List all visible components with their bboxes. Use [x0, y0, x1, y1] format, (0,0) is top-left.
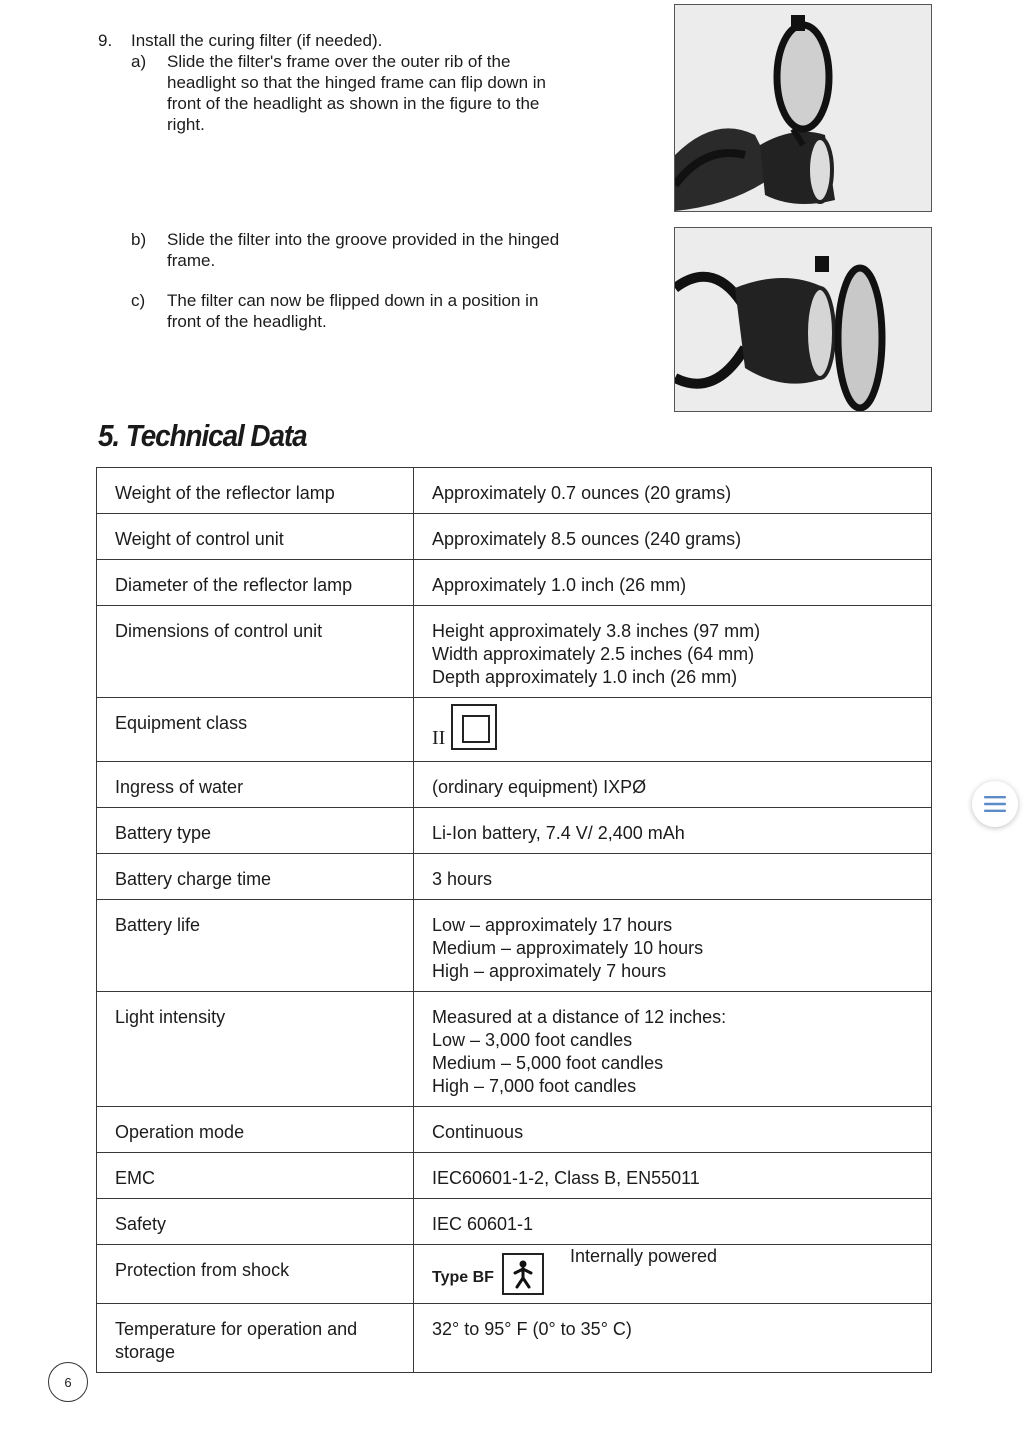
type-bf-label: Type BF [432, 1269, 494, 1286]
menu-lines-icon [984, 795, 1006, 813]
table-row [97, 560, 932, 606]
row-key: Equipment class [97, 698, 414, 762]
step-a [131, 51, 631, 134]
row-key: Ingress of water [97, 762, 414, 808]
step-b [131, 229, 631, 270]
table-row [97, 698, 932, 762]
class-ii-label: II [432, 727, 446, 749]
table-row [97, 1107, 932, 1153]
step-9 [98, 30, 658, 51]
technical-data-table [96, 467, 932, 1373]
table-row [97, 1153, 932, 1199]
row-key: EMC [97, 1153, 414, 1199]
table-row [97, 808, 932, 854]
step-text: Install the curing filter (if needed). [131, 31, 383, 50]
row-key: Diameter of the reflector lamp [97, 560, 414, 606]
floating-menu-button[interactable] [972, 781, 1018, 827]
row-value: Height approximately 3.8 inches (97 mm) Width approximately 2.5 inches (64 mm) Depth approximately 1.0 inch (26 mm) [414, 606, 932, 698]
step-c-text: The filter can now be flipped down in a position in front of the headlight. [167, 291, 539, 331]
section-title: 5. Technical Data [98, 418, 307, 453]
class-ii-double-square-icon [451, 704, 497, 750]
row-value [414, 1245, 932, 1304]
row-key: Safety [97, 1199, 414, 1245]
row-key: Protection from shock [97, 1245, 414, 1304]
step-b-text: Slide the filter into the groove provided in the hinged frame. [167, 230, 560, 270]
row-key: Temperature for operation and storage [97, 1304, 414, 1373]
step-c [131, 290, 631, 331]
row-value: Approximately 0.7 ounces (20 grams) [414, 468, 932, 514]
row-value: (ordinary equipment) IXPØ [414, 762, 932, 808]
table-row [97, 762, 932, 808]
step-b-label: b) [131, 230, 147, 249]
page-number: 6 [48, 1362, 88, 1402]
table-row [97, 900, 932, 992]
table-row [97, 854, 932, 900]
row-key: Dimensions of control unit [97, 606, 414, 698]
row-value: Low – approximately 17 hours Medium – approximately 10 hours High – approximately 7 hours [414, 900, 932, 992]
row-key: Battery type [97, 808, 414, 854]
table-row [97, 1245, 932, 1304]
row-value: Measured at a distance of 12 inches: Low – 3,000 foot candles Medium – 5,000 foot candles High – 7,000 foot candles [414, 992, 932, 1107]
row-value: 3 hours [414, 854, 932, 900]
row-value [414, 698, 932, 762]
table-row [97, 468, 932, 514]
filter-photo-2 [674, 227, 932, 412]
row-value: 32° to 95° F (0° to 35° C) [414, 1304, 932, 1373]
row-key: Weight of control unit [97, 514, 414, 560]
row-key: Weight of the reflector lamp [97, 468, 414, 514]
power-source: Internally powered [569, 1246, 718, 1266]
filter-photo-1 [674, 4, 932, 212]
row-value: Li-Ion battery, 7.4 V/ 2,400 mAh [414, 808, 932, 854]
step-a-label: a) [131, 52, 147, 71]
row-key: Light intensity [97, 992, 414, 1107]
table-row [97, 1199, 932, 1245]
row-value: IEC60601-1-2, Class B, EN55011 [414, 1153, 932, 1199]
step-a-text: Slide the filter's frame over the outer rib of the headlight so that the hinged frame can flip down in front of the headlight as shown in the figure to the right. [167, 52, 546, 134]
row-value: Approximately 8.5 ounces (240 grams) [414, 514, 932, 560]
type-bf-person-icon [502, 1253, 544, 1295]
row-key: Battery life [97, 900, 414, 992]
table-row [97, 514, 932, 560]
row-key: Operation mode [97, 1107, 414, 1153]
row-value: Continuous [414, 1107, 932, 1153]
step-number: 9. [98, 31, 113, 50]
row-value: IEC 60601-1 [414, 1199, 932, 1245]
table-row [97, 992, 932, 1107]
table-row [97, 606, 932, 698]
step-c-label: c) [131, 291, 146, 310]
row-value: Approximately 1.0 inch (26 mm) [414, 560, 932, 606]
table-row [97, 1304, 932, 1373]
row-key: Battery charge time [97, 854, 414, 900]
